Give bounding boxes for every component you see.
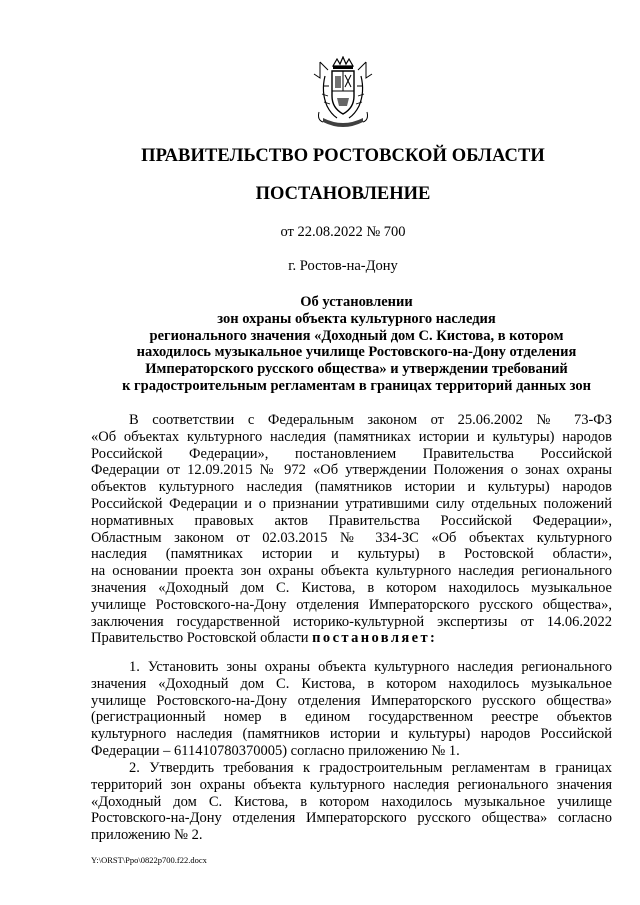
document-type-heading: ПОСТАНОВЛЕНИЕ [255,184,431,204]
file-path-footer: Y:\ORST\Ppo\0822p700.f22.docx [91,855,207,865]
decree-word: постановляет: [312,630,438,647]
text-line: (регистрационный номер в едином государственном реестре объектов [91,709,612,726]
text-line: заключения государственной историко-культурной экспертизы от 14.06.2022 [91,613,612,630]
date-number: от 22.08.2022 № 700 [280,224,406,240]
title-line: регионального значения «Доходный дом С. Кистова, в котором [149,327,564,344]
text-line: Российской Федерации», постановлением Правительства Российской [91,445,612,462]
city: г. Ростов-на-Дону [288,258,398,274]
preamble-paragraph [91,412,612,647]
organization-heading: ПРАВИТЕЛЬСТВО РОСТОВСКОЙ ОБЛАСТИ [141,146,545,166]
preamble-tail: Правительство Ростовской области [91,630,313,647]
title-line: находилось музыкальное училище Ростовского-на-Дону отделения [136,344,577,361]
item-2-paragraph [91,760,612,844]
decree-title [100,294,613,395]
title-line: Императорского русского общества» и утверждении требований [145,361,568,378]
text-line: нормативных правовых актов Правительства Российской Федерации», [91,512,612,529]
title-line: зон охраны объекта культурного наследия [217,310,496,327]
text-line: территорий зон охраны объекта культурного наследия регионального значения [91,776,612,793]
text-line: 1. Установить зоны охраны объекта культурного наследия регионального [129,659,612,675]
text-line: культурного наследия (памятников истории и культуры) народов Российской [91,726,612,743]
text-line: «Доходный дом С. Кистова, в котором находилось музыкальное училище [91,793,612,810]
text-line: Ростовского-на-Дону отделения Императорского русского общества» согласно [91,810,612,827]
text-line: «Об объектах культурного наследия (памятниках истории и культуры) народов [91,428,612,445]
title-line: к градостроительным регламентам в границах территорий данных зон [122,377,591,394]
text-line: Федерации от 12.09.2015 № 972 «Об утверждении Положения о зонах охраны [91,462,612,479]
text-line: В соответствии с Федеральным законом от 25.06.2002 № 73-ФЗ [129,412,612,428]
item-1-paragraph [91,659,612,760]
text-line-last: Федерации – 611410780370005) согласно приложению № 1. [91,742,460,759]
text-line: значения «Доходный дом С. Кистова, в котором находилось музыкальное [91,579,612,596]
rostov-coat-of-arms-icon [311,56,375,130]
text-line-last [91,630,612,647]
text-line: 2. Утвердить требования к градостроительным регламентам в границах [129,760,612,776]
text-line: училище Ростовского-на-Дону отделения Императорского русского общества» [91,692,612,709]
title-line: Об установлении [300,294,413,310]
text-line: наследия (памятниках истории и культуры) в Ростовской области», [91,546,612,563]
text-line: на основании проекта зон охраны объекта культурного наследия регионального [91,563,612,580]
text-line: Российской Федерации и о признании утратившими силу отдельных положений [91,495,612,512]
text-line-last: приложению № 2. [91,827,203,844]
text-line: значения «Доходный дом С. Кистова, в котором находилось музыкальное [91,675,612,692]
text-line: объектов культурного наследия (памятников истории и культуры) народов [91,479,612,496]
text-line: Областным законом от 02.03.2015 № 334-ЗС «Об объектах культурного [91,529,612,546]
text-line: училище Ростовского-на-Дону отделения Императорского русского общества», [91,596,612,613]
